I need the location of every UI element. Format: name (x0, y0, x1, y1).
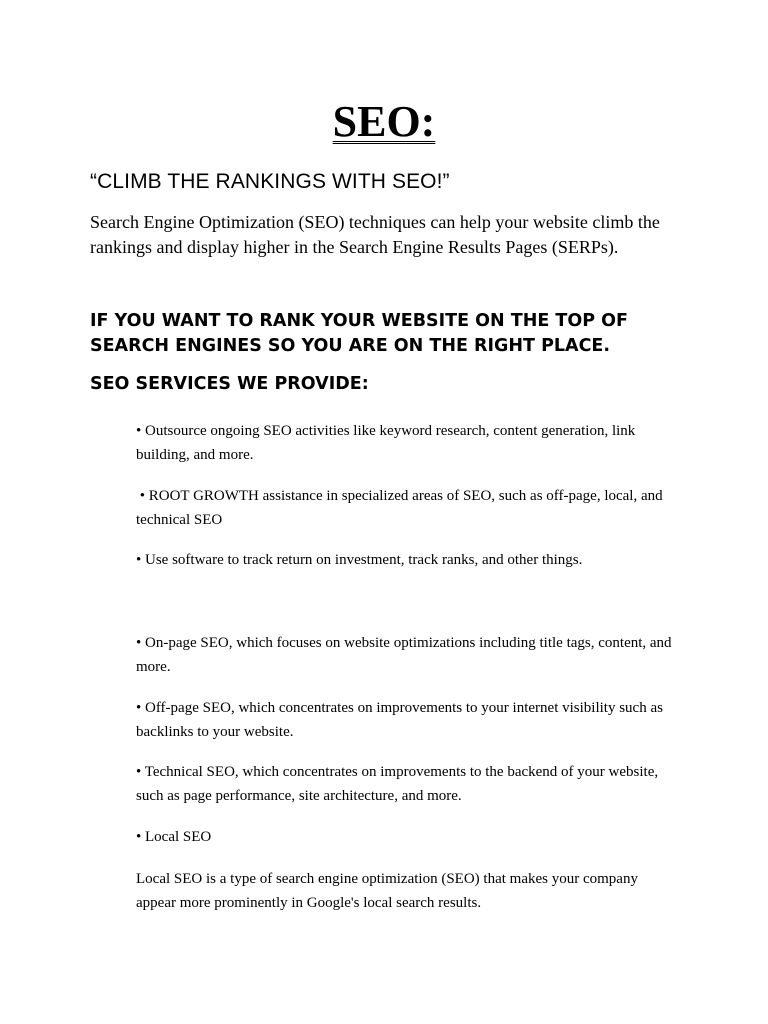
intro-paragraph: Search Engine Optimization (SEO) techniques can help your website climb the rankings and display higher in the Search Engine Results Pages (SERPs). (90, 212, 660, 257)
service-item-root-growth: • ROOT GROWTH assistance in specialized areas of SEO, such as off-page, local, and technical SEO (136, 488, 667, 528)
service-item-off-page: • Off-page SEO, which concentrates on improvements to your internet visibility such as backlinks to your website. (136, 700, 663, 740)
local-seo-description: Local SEO is a type of search engine optimization (SEO) that makes your company appear more prominently in Google's local search results. (136, 871, 638, 911)
service-item-local: • Local SEO (136, 829, 212, 845)
page-title-text: SEO: (332, 97, 436, 146)
service-item-on-page: • On-page SEO, which focuses on website optimizations including title tags, content, and more. (136, 635, 672, 675)
service-item-software: • Use software to track return on investment, track ranks, and other things. (136, 552, 583, 568)
service-item-technical: • Technical SEO, which concentrates on improvements to the backend of your website, such as page performance, site architecture, and more. (136, 764, 659, 804)
page-title (0, 96, 768, 148)
callout-heading: IF YOU WANT TO RANK YOUR WEBSITE ON THE TOP OF SEARCH ENGINES SO YOU ARE ON THE RIGHT PLACE. (90, 311, 628, 356)
tagline-heading: “CLIMB THE RANKINGS WITH SEO!” (90, 170, 450, 193)
services-heading: SEO SERVICES WE PROVIDE: (90, 374, 369, 394)
service-item-outsource: • Outsource ongoing SEO activities like keyword research, content generation, link building, and more. (136, 423, 636, 463)
